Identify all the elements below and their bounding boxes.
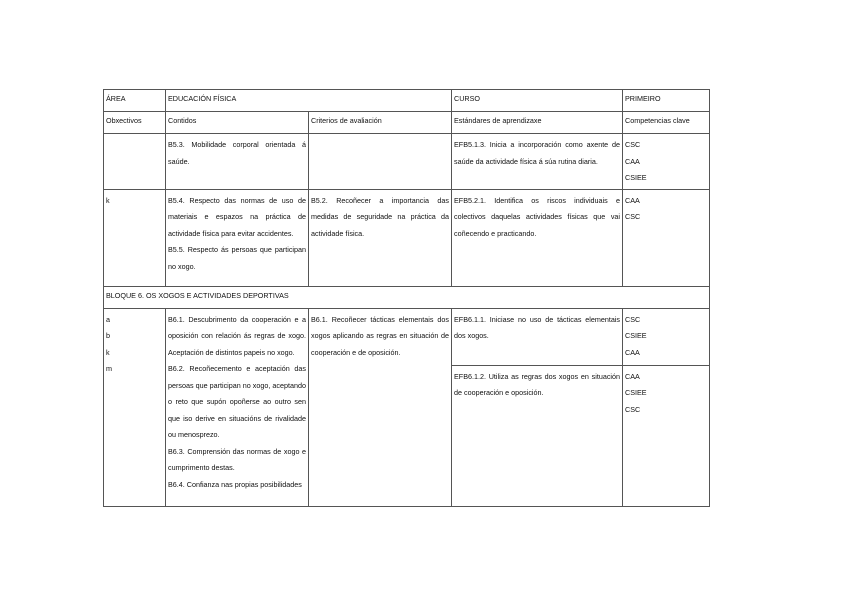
competencias-cell (623, 189, 710, 286)
objectivo-item: k (106, 195, 110, 205)
objectivos-cell (104, 308, 166, 506)
criterios-cell (309, 134, 452, 190)
competencia-item: CSC (625, 140, 641, 149)
col-objectivos: Obxectivos (104, 112, 166, 134)
estandar-item: EFB5.2.1. Identifica os riscos individuais e colectivos daquelas actividades físicas que vai coñecendo e practicando. (454, 195, 621, 238)
estandares-cell (452, 189, 623, 286)
competencias-cell (623, 308, 710, 365)
col-estandares: Estándares de aprendizaxe (452, 112, 623, 134)
contido-item: B5.3. Mobilidade corporal orientada á saúde. (168, 140, 306, 166)
objectivo-item: m (106, 364, 112, 373)
competencias-cell (623, 134, 710, 190)
estandares-cell (452, 134, 623, 190)
contido-item: B6.3. Comprensión das normas de xogo e cumprimento destas. (168, 446, 306, 472)
competencia-item: CAA (625, 195, 640, 205)
column-header-row (104, 112, 710, 134)
criterio-item: B6.1. Recoñecer tácticas elementais dos xogos aplicando as regras en situación de cooperación e de oposición. (311, 314, 450, 357)
contidos-cell (166, 134, 309, 190)
table-row (104, 189, 710, 286)
competencia-item: CSIEE (625, 173, 647, 182)
contido-item: B5.5. Respecto ás persoas que participan no xogo. (168, 245, 306, 271)
objectivo-item: b (106, 331, 110, 340)
contido-item: B5.4. Respecto das normas de uso de materiais e espazos na práctica de actividade física para evitar accidentes. (168, 195, 306, 238)
competencias-cell (623, 365, 710, 506)
estandar-item: EFB6.1.2. Utiliza as regras dos xogos en situación de cooperación e oposición. (454, 371, 621, 397)
area-value: EDUCACIÓN FÍSICA (166, 90, 452, 112)
header-row (104, 90, 710, 112)
table-row (104, 134, 710, 190)
estandares-cell (452, 308, 623, 365)
competencia-item: CAA (625, 371, 640, 381)
competencia-item: CAA (625, 347, 640, 357)
area-label: ÁREA (104, 90, 166, 112)
contidos-cell (166, 308, 309, 506)
estandar-item: EFB5.1.3. Inicia a incorporación como axente de saúde da actividade física á súa rutina diaria. (454, 140, 621, 166)
contidos-cell (166, 189, 309, 286)
contido-item: B6.2. Recoñecemento e aceptación das persoas que participan no xogo, aceptando o reto que supón opoñerse ao outro sen que iso derive en situacións de rivalidade ou menosprezo. (168, 364, 306, 439)
col-criterios: Criterios de avaliación (309, 112, 452, 134)
competencia-item: CSC (625, 212, 641, 221)
col-competencias: Competencias clave (623, 112, 710, 134)
col-contidos: Contidos (166, 112, 309, 134)
objectivos-cell (104, 134, 166, 190)
table-row (104, 308, 710, 365)
objectivo-item: a (106, 314, 110, 324)
criterio-item: B5.2. Recoñecer a importancia das medidas de seguridade na práctica da actividade física. (311, 195, 450, 238)
estandar-item: EFB6.1.1. Iniciase no uso de tácticas elementais dos xogos. (454, 314, 621, 340)
contido-item: B6.1. Descubrimento da cooperación e a oposición con relación ás regras de xogo. Aceptación de distintos papeis no xogo. (168, 314, 306, 357)
block-title-row (104, 286, 710, 308)
competencia-item: CSIEE (625, 388, 647, 397)
criterios-cell (309, 189, 452, 286)
competencia-item: CAA (625, 156, 640, 166)
objectivo-item: k (106, 347, 110, 357)
competencia-item: CSC (625, 404, 641, 414)
curso-label: CURSO (452, 90, 623, 112)
curriculum-table (103, 89, 710, 507)
estandares-cell (452, 365, 623, 506)
contido-item: B6.4. Confianza nas propias posibilidades (168, 479, 302, 489)
competencia-item: CSIEE (625, 331, 647, 340)
competencia-item: CSC (625, 314, 641, 324)
curso-value: PRIMEIRO (623, 90, 710, 112)
criterios-cell (309, 308, 452, 506)
objectivos-cell (104, 189, 166, 286)
block-title: BLOQUE 6. OS XOGOS E ACTIVIDADES DEPORTIVAS (104, 286, 710, 308)
